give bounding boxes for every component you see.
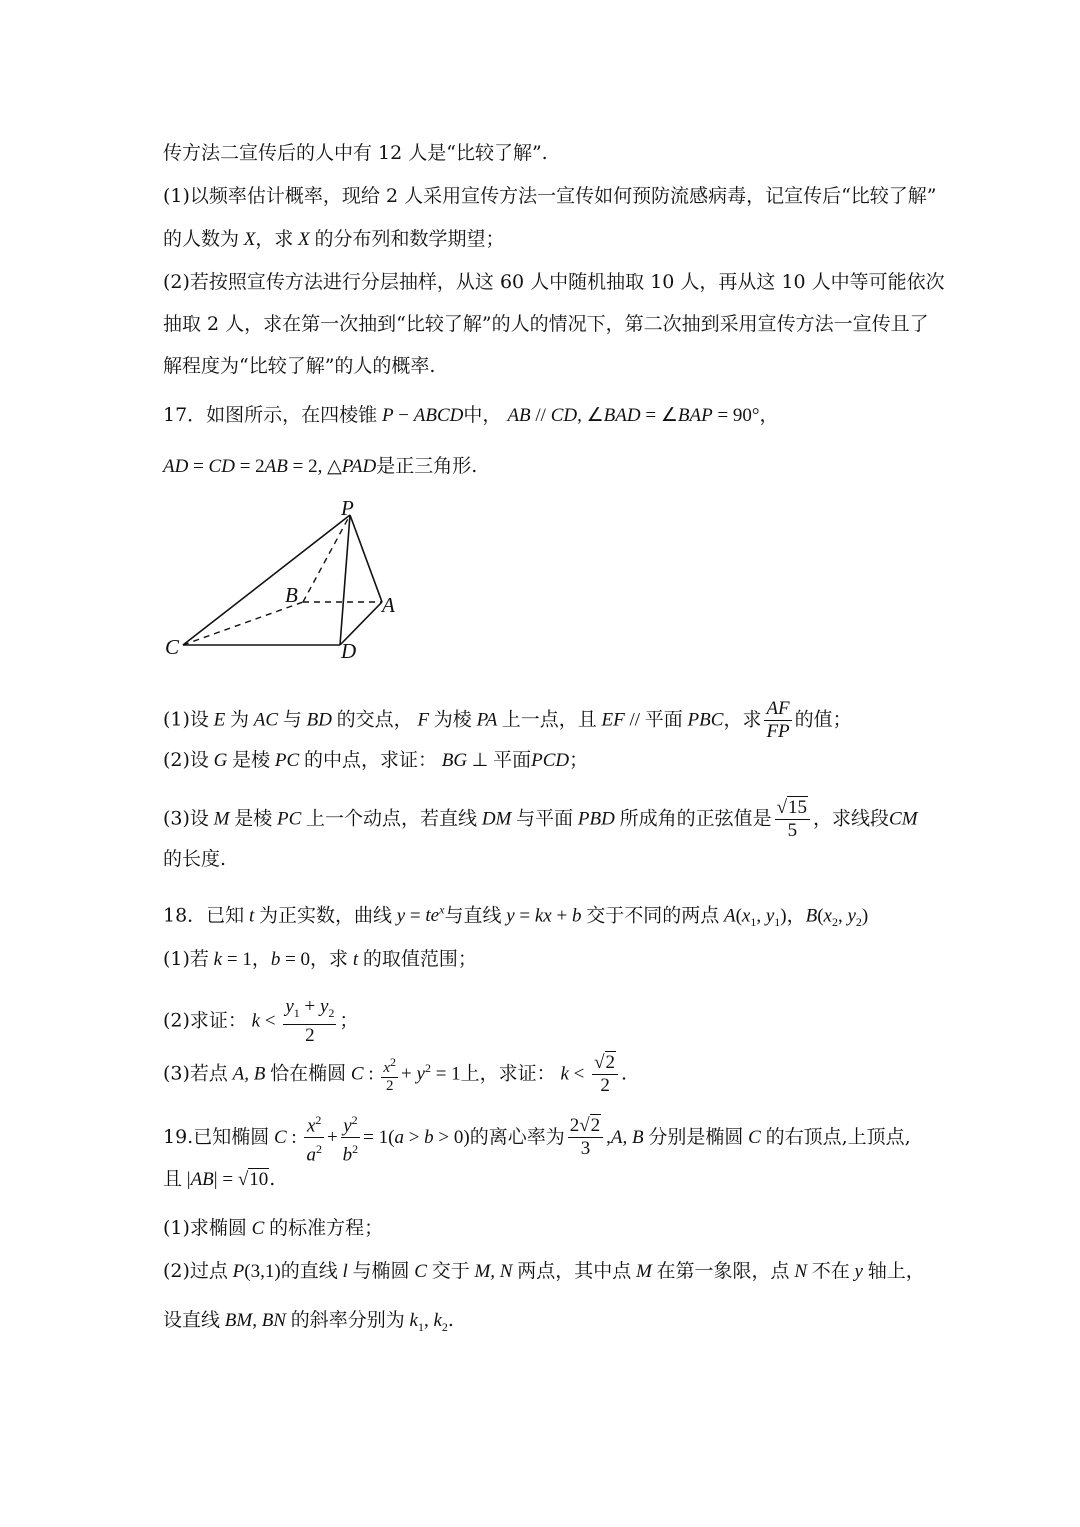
vertex-label-c: C [165, 635, 180, 659]
question-16-part-2-cont: 抽取 2 人，求在第一次抽到“比较了解”的人的情况下，第二次抽到采用宣传方法一宣传且了 [163, 313, 929, 335]
vertex-label-b: B [285, 583, 298, 607]
question-19-part-1: (1)求椭圆 C 的标准方程； [163, 1217, 384, 1239]
question-16-part-2: (2)若按照宣传方法进行分层抽样，从这 60 人中随机抽取 10 人，再从这 10 人中等可能依次 [163, 271, 945, 293]
question-17-part-1: (1)设 E 为 AC 与 BD 的交点， F 为棱 PA 上一点，且 EF // 平面 PBC，求 $\frac{AF}{FP}$ 的值； [163, 698, 852, 742]
question-18-part-2: (2)求证： k < $\frac{y_1 + y_2}{2}$ ； [163, 996, 359, 1046]
question-17-stem: 17．如图所示，在四棱锥 P − ABCD中， AB // CD, ∠BAD = ∠BAP = 90°， [163, 404, 779, 426]
question-16-part-2-end: 解程度为“比较了解”的人的概率. [163, 355, 436, 377]
question-17-part-2: (2)设 G 是棱 PC 的中点，求证： BG ⊥ 平面PCD； [163, 749, 589, 771]
question-19-stem-cont: 且 |AB| = √10. [163, 1168, 276, 1190]
question-18-part-1: (1)若 k = 1，b = 0，求 t 的取值范围； [163, 948, 477, 970]
question-19-part-2: (2)过点 P(3,1)的直线 l 与椭圆 C 交于 M, N 两点，其中点 M 在第一象限，点 N 不在 y 轴上， [163, 1260, 925, 1282]
question-17-stem-cont: AD = CD = 2AB = 2, △PAD是正三角形. [163, 455, 478, 477]
text-line: 传方法二宣传后的人中有 12 人是“比较了解”. [163, 142, 548, 164]
vertex-label-p: P [341, 496, 354, 520]
pyramid-figure [158, 495, 408, 670]
vertex-label-d: D [341, 639, 357, 663]
vertex-label-a: A [382, 593, 395, 617]
question-16-part-1-cont: 的人数为 X，求 X 的分布列和数学期望； [163, 228, 505, 250]
question-19-part-2-cont: 设直线 BM, BN 的斜率分别为 $k_1$, $k_2$. [163, 1309, 454, 1334]
question-18-part-3: (3)若点 A, B 恰在椭圆 C : $\frac{x^2}{2}$ + $y^2 = 1$上，求证： k < $\frac{√2}{2}$ . [163, 1052, 628, 1096]
question-17-part-3-end: 的长度. [163, 848, 227, 870]
question-19-stem: 19.已知椭圆 C : $\frac{x^2}{a^2}$ + $\frac{y^2}{b^2}$ = 1(a > b > 0)的离心率为 $\frac{2√2}{3}$ ,A, B 分别是椭圆 C 的右顶点,上顶点, [163, 1109, 911, 1167]
question-16-part-1: (1)以频率估计概率，现给 2 人采用宣传方法一宣传如何预防流感病毒，记宣传后“比较了解” [163, 185, 937, 207]
question-17-part-3: (3)设 M 是棱 PC 上一个动点，若直线 DM 与平面 PBD 所成角的正弦值是 $\frac{√15}{5}$ ，求线段CM [163, 797, 918, 841]
question-18-stem: 18．已知 t 为正实数，曲线 $y = te^x$与直线 y = kx + b 交于不同的两点 $A(x_1$, $y_1$)，$B(x_2$, $y_2$) [163, 903, 869, 930]
